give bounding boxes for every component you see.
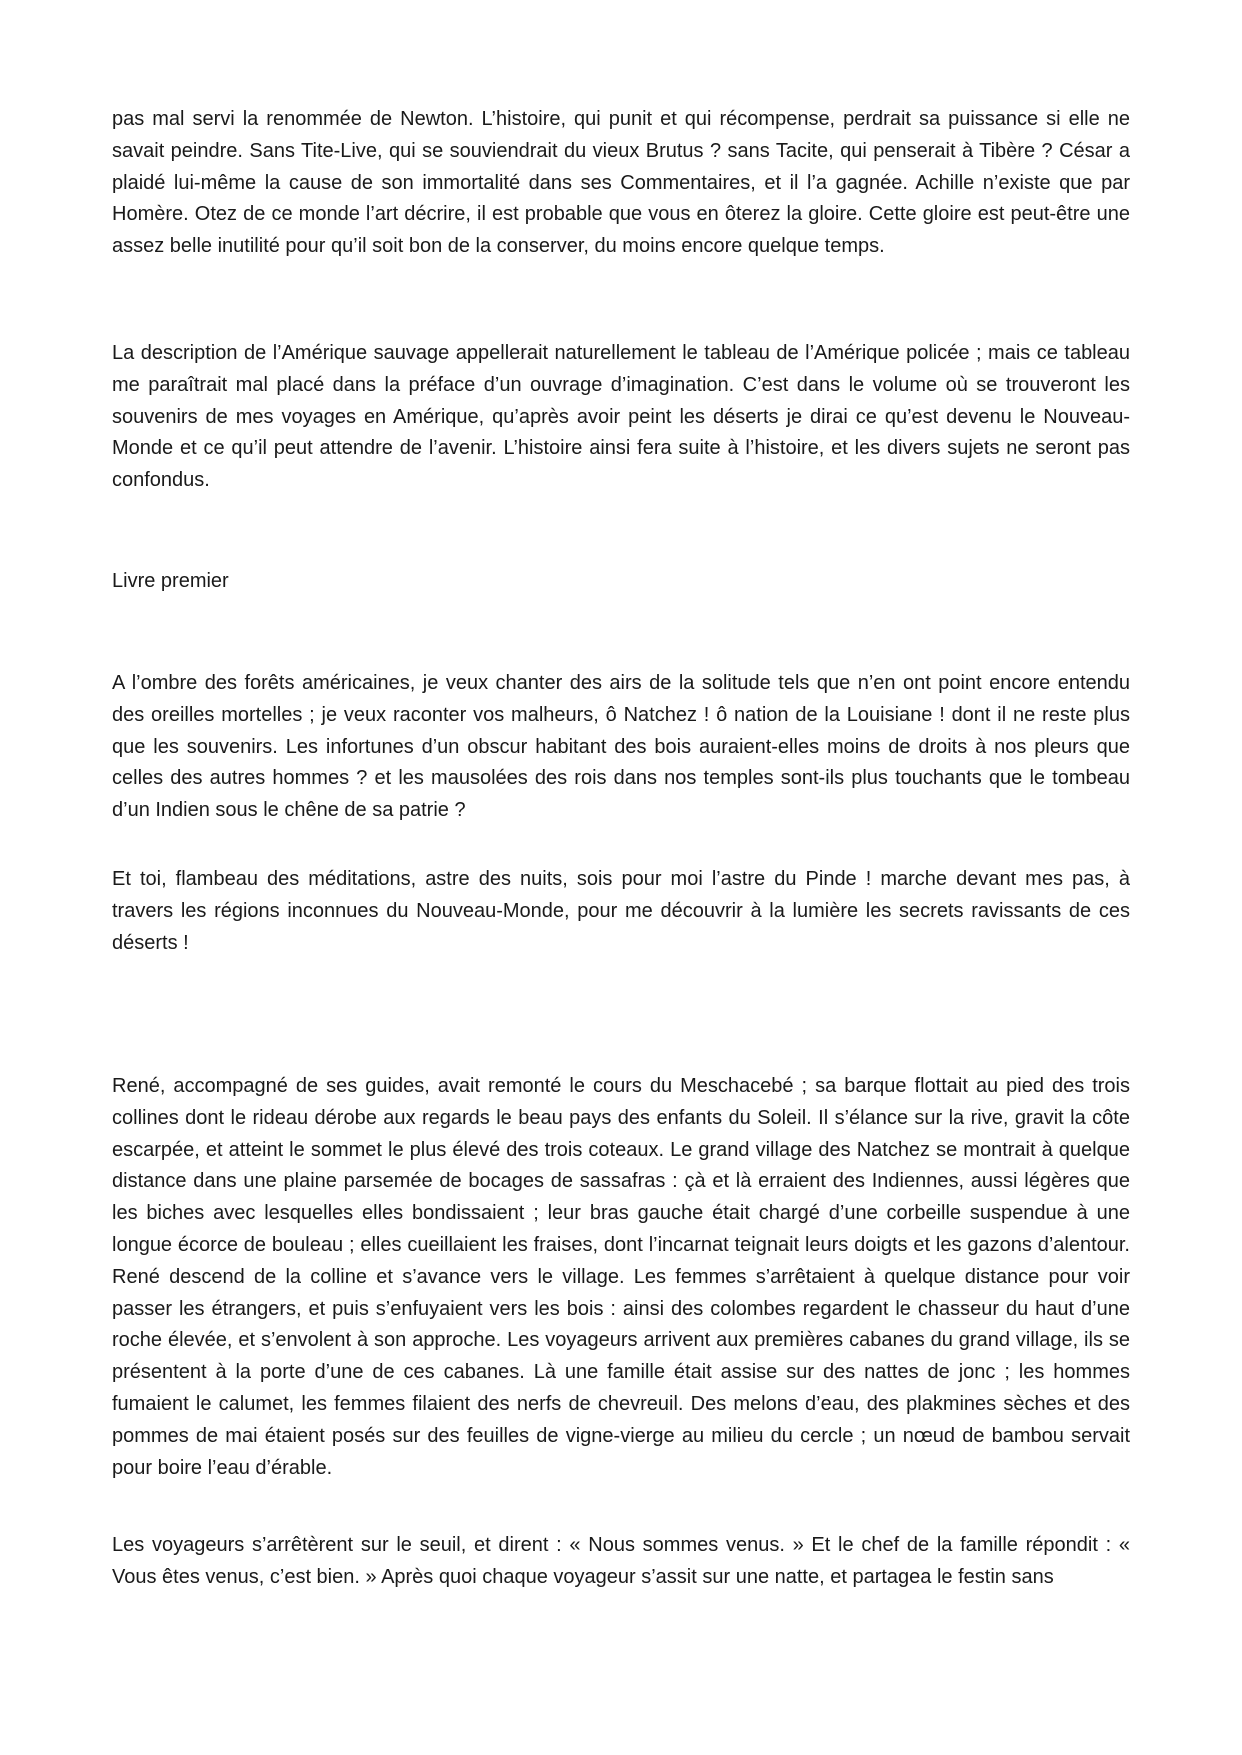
paragraph-voyageurs-seuil: Les voyageurs s’arrêtèrent sur le seuil, et dirent : « Nous sommes venus. » Et le chef de la famille répondit : « Vous êtes venus, c’est bien. » Après quoi chaque voyageur s’assit sur une natte, et partagea le festin sans	[112, 1534, 1130, 1588]
paragraph-rene-village: René, accompagné de ses guides, avait remonté le cours du Meschacebé ; sa barque flottait au pied des trois collines dont le rideau dérobe aux regards le beau pays des enfants du Soleil. Il s’élance sur la rive, gravit la côte escarpée, et atteint le sommet le plus élevé des trois coteaux. Le grand village des Natchez se montrait à quelque distance dans une plaine parsemée de bocages de sassafras : çà et là erraient des Indiennes, aussi légères que les biches avec lesquelles elles bondissaient ; leur bras gauche était chargé d’une corbeille suspendue à une longue écorce de bouleau ; elles cueillaient les fraises, dont l’incarnat teignait leurs doigts et les gazons d’alentour. René descend de la colline et s’avance vers le village. Les femmes s’arrêtaient à quelque distance pour voir passer les étrangers, et puis s’enfuyaient vers les bois : ainsi des colombes regardent le chasseur du haut d’une roche élevée, et s’envolent à son approche. Les voyageurs arrivent aux premières cabanes du grand village, ils se présentent à la porte d’une de ces cabanes. Là une famille était assise sur des nattes de jonc ; les hommes fumaient le calumet, les femmes filaient des nerfs de chevreuil. Des melons d’eau, des plakmines sèches et des pommes de mai étaient posés sur des feuilles de vigne-vierge au milieu du cercle ; un nœud de bambou servait pour boire l’eau d’érable.	[112, 1075, 1130, 1479]
paragraph-flambeau-meditations: Et toi, flambeau des méditations, astre des nuits, sois pour moi l’astre du Pinde ! marche devant mes pas, à travers les régions inconnues du Nouveau-Monde, pour me découvrir à la lumière les secrets ravissants de ces déserts !	[112, 868, 1130, 954]
section-heading-livre-premier: Livre premier	[112, 570, 229, 592]
paragraph-forests-natchez: A l’ombre des forêts américaines, je veux chanter des airs de la solitude tels que n’en ont point encore entendu des oreilles mortelles ; je veux raconter vos malheurs, ô Natchez ! ô nation de la Louisiane ! dont il ne reste plus que les souvenirs. Les infortunes d’un obscur habitant des bois auraient-elles moins de droits à nos pleurs que celles des autres hommes ? et les mausolées des rois dans nos temples sont-ils plus touchants que le tombeau d’un Indien sous le chêne de sa patrie ?	[112, 672, 1130, 822]
paragraph-newton-glory: pas mal servi la renommée de Newton. L’histoire, qui punit et qui récompense, perdrait sa puissance si elle ne savait peindre. Sans Tite-Live, qui se souviendrait du vieux Brutus ? sans Tacite, qui penserait à Tibère ? César a plaidé lui-même la cause de son immortalité dans ses Commentaires, et il l’a gagnée. Achille n’existe que par Homère. Otez de ce monde l’art décrire, il est probable que vous en ôterez la gloire. Cette gloire est peut-être une assez belle inutilité pour qu’il soit bon de la conserver, du moins encore quelque temps.	[112, 108, 1130, 258]
paragraph-america-description: La description de l’Amérique sauvage appellerait naturellement le tableau de l’Amérique policée ; mais ce tableau me paraîtrait mal placé dans la préface d’un ouvrage d’imagination. C’est dans le volume où se trouveront les souvenirs de mes voyages en Amérique, qu’après avoir peint les déserts je dirai ce qu’est devenu le Nouveau-Monde et ce qu’il peut attendre de l’avenir. L’histoire ainsi fera suite à l’histoire, et les divers sujets ne seront pas confondus.	[112, 342, 1130, 492]
